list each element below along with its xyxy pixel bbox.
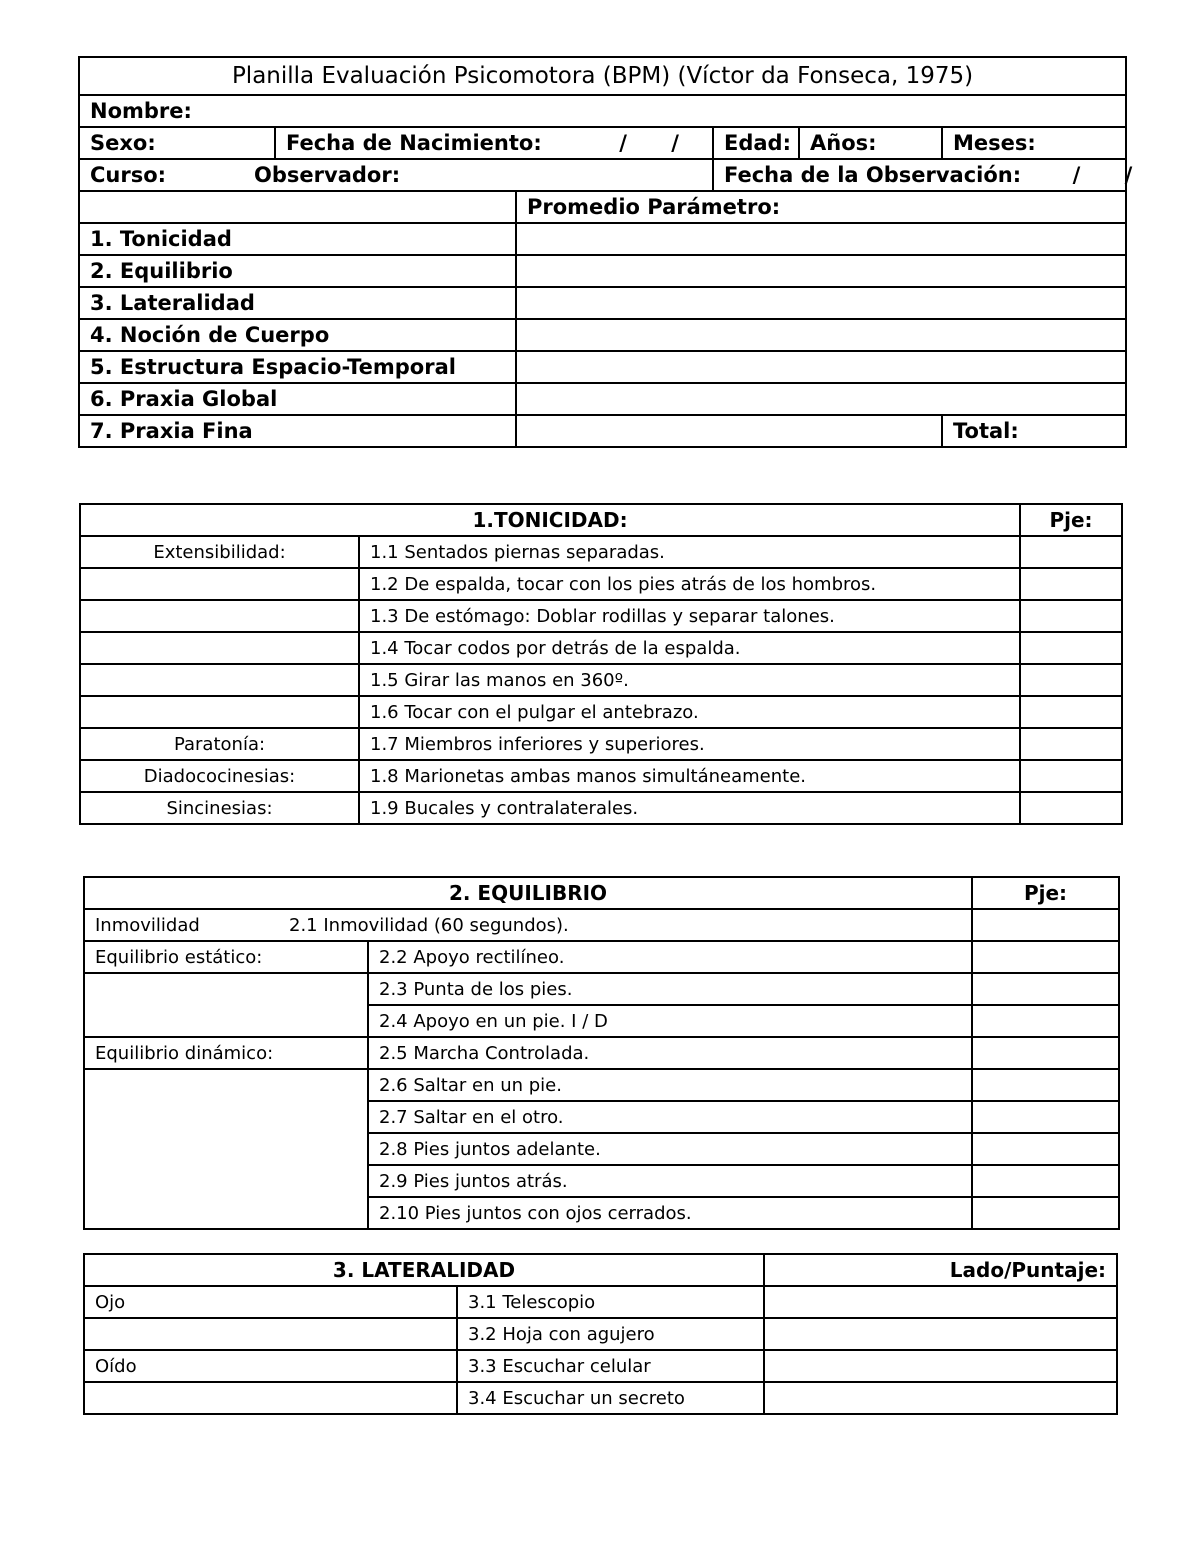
score-cell[interactable] bbox=[972, 1005, 1119, 1037]
fecha-nacimiento-label: Fecha de Nacimiento: bbox=[286, 131, 542, 155]
promedio-value-cell[interactable] bbox=[516, 255, 1126, 287]
table-row bbox=[80, 728, 1122, 760]
pje-header: Pje: bbox=[972, 877, 1119, 909]
score-cell[interactable] bbox=[972, 909, 1119, 941]
category-label: Diadococinesias: bbox=[80, 760, 359, 792]
anos-field[interactable]: Años: bbox=[799, 127, 942, 159]
observador-label: Observador: bbox=[254, 163, 401, 187]
category-label bbox=[80, 568, 359, 600]
nombre-field[interactable]: Nombre: bbox=[79, 95, 1126, 127]
lateralidad-table bbox=[83, 1253, 1118, 1415]
category-label bbox=[84, 1318, 457, 1350]
category-label: Inmovilidad bbox=[95, 914, 200, 936]
test-item: 1.4 Tocar codos por detrás de la espalda. bbox=[359, 632, 1020, 664]
score-cell[interactable] bbox=[972, 973, 1119, 1005]
fecha-observacion-label: Fecha de la Observación: bbox=[724, 163, 1022, 187]
score-cell[interactable] bbox=[972, 1069, 1119, 1101]
score-cell[interactable] bbox=[972, 941, 1119, 973]
category-label: Extensibilidad: bbox=[80, 536, 359, 568]
test-item: 1.9 Bucales y contralaterales. bbox=[359, 792, 1020, 824]
score-cell[interactable] bbox=[764, 1350, 1117, 1382]
pje-header: Pje: bbox=[1020, 504, 1122, 536]
table-row bbox=[84, 1037, 1119, 1069]
table-row bbox=[80, 536, 1122, 568]
score-cell[interactable] bbox=[1020, 696, 1122, 728]
score-cell[interactable] bbox=[1020, 792, 1122, 824]
lado-puntaje-header: Lado/Puntaje: bbox=[764, 1254, 1117, 1286]
test-item: 1.5 Girar las manos en 360º. bbox=[359, 664, 1020, 696]
category-label: Oído bbox=[84, 1350, 457, 1382]
category-label: Equilibrio dinámico: bbox=[84, 1037, 368, 1069]
blank-category-cell bbox=[84, 1069, 368, 1229]
category-label: Sincinesias: bbox=[80, 792, 359, 824]
test-item: 2.8 Pies juntos adelante. bbox=[368, 1133, 972, 1165]
score-cell[interactable] bbox=[764, 1318, 1117, 1350]
test-item: 3.1 Telescopio bbox=[457, 1286, 764, 1318]
promedio-value-cell[interactable] bbox=[516, 351, 1126, 383]
score-cell[interactable] bbox=[1020, 760, 1122, 792]
table-row bbox=[80, 568, 1122, 600]
form-title: Planilla Evaluación Psicomotora (BPM) (Víctor da Fonseca, 1975) bbox=[79, 57, 1126, 95]
test-item: 3.4 Escuchar un secreto bbox=[457, 1382, 764, 1414]
param-nocion-cuerpo: 4. Noción de Cuerpo bbox=[79, 319, 516, 351]
score-cell[interactable] bbox=[1020, 664, 1122, 696]
score-cell[interactable] bbox=[972, 1165, 1119, 1197]
table-row bbox=[80, 760, 1122, 792]
category-label: Ojo bbox=[84, 1286, 457, 1318]
category-label: Paratonía: bbox=[80, 728, 359, 760]
date-slash: / bbox=[1072, 163, 1081, 187]
category-label bbox=[80, 664, 359, 696]
table-row bbox=[84, 1382, 1117, 1414]
total-field[interactable]: Total: bbox=[942, 415, 1126, 447]
promedio-value-cell[interactable] bbox=[516, 383, 1126, 415]
test-item: 3.2 Hoja con agujero bbox=[457, 1318, 764, 1350]
test-item: 1.7 Miembros inferiores y superiores. bbox=[359, 728, 1020, 760]
lateralidad-title: 3. LATERALIDAD bbox=[84, 1254, 764, 1286]
curso-observador-field[interactable] bbox=[79, 159, 713, 191]
score-cell[interactable] bbox=[764, 1286, 1117, 1318]
table-row bbox=[80, 696, 1122, 728]
category-label: Equilibrio estático: bbox=[84, 941, 368, 973]
meses-field[interactable]: Meses: bbox=[942, 127, 1126, 159]
score-cell[interactable] bbox=[972, 1133, 1119, 1165]
score-cell[interactable] bbox=[1020, 632, 1122, 664]
table-row bbox=[80, 600, 1122, 632]
promedio-header: Promedio Parámetro: bbox=[516, 191, 1126, 223]
test-item: 2.5 Marcha Controlada. bbox=[368, 1037, 972, 1069]
category-label bbox=[80, 632, 359, 664]
score-cell[interactable] bbox=[972, 1101, 1119, 1133]
promedio-value-cell[interactable] bbox=[516, 287, 1126, 319]
table-row bbox=[84, 941, 1119, 973]
fecha-observacion-field[interactable] bbox=[713, 159, 1133, 191]
score-cell[interactable] bbox=[764, 1382, 1117, 1414]
score-cell[interactable] bbox=[1020, 600, 1122, 632]
test-item: 2.6 Saltar en un pie. bbox=[368, 1069, 972, 1101]
table-row bbox=[84, 1350, 1117, 1382]
promedio-value-cell[interactable] bbox=[516, 223, 1126, 255]
sexo-field[interactable]: Sexo: bbox=[79, 127, 275, 159]
category-label bbox=[84, 1382, 457, 1414]
table-row bbox=[80, 632, 1122, 664]
table-row bbox=[84, 909, 1119, 941]
curso-label: Curso: bbox=[90, 163, 167, 187]
blank-cell bbox=[79, 191, 516, 223]
table-row bbox=[80, 792, 1122, 824]
test-item: 2.2 Apoyo rectilíneo. bbox=[368, 941, 972, 973]
date-slash: / bbox=[1124, 163, 1133, 187]
category-label bbox=[80, 696, 359, 728]
test-item: 1.1 Sentados piernas separadas. bbox=[359, 536, 1020, 568]
param-tonicidad: 1. Tonicidad bbox=[79, 223, 516, 255]
score-cell[interactable] bbox=[972, 1197, 1119, 1229]
tonicidad-table bbox=[79, 503, 1123, 825]
blank-category-cell bbox=[84, 973, 368, 1037]
equilibrio-table bbox=[83, 876, 1120, 1230]
test-item: 3.3 Escuchar celular bbox=[457, 1350, 764, 1382]
test-item: 1.8 Marionetas ambas manos simultáneamente. bbox=[359, 760, 1020, 792]
score-cell[interactable] bbox=[1020, 568, 1122, 600]
date-slash: / bbox=[619, 131, 627, 155]
param-espacio-temporal: 5. Estructura Espacio-Temporal bbox=[79, 351, 516, 383]
equilibrio-title: 2. EQUILIBRIO bbox=[84, 877, 972, 909]
test-item: 2.9 Pies juntos atrás. bbox=[368, 1165, 972, 1197]
table-row bbox=[80, 664, 1122, 696]
table-row bbox=[84, 973, 1119, 1005]
test-item: 1.6 Tocar con el pulgar el antebrazo. bbox=[359, 696, 1020, 728]
table-row bbox=[84, 1069, 1119, 1101]
test-item: 2.10 Pies juntos con ojos cerrados. bbox=[368, 1197, 972, 1229]
date-slash: / bbox=[671, 131, 679, 155]
test-item: 2.3 Punta de los pies. bbox=[368, 973, 972, 1005]
tonicidad-title: 1.TONICIDAD: bbox=[80, 504, 1020, 536]
param-lateralidad: 3. Lateralidad bbox=[79, 287, 516, 319]
param-praxia-fina: 7. Praxia Fina bbox=[79, 415, 516, 447]
score-cell[interactable] bbox=[972, 1037, 1119, 1069]
fecha-nacimiento-field[interactable] bbox=[275, 127, 713, 159]
edad-field[interactable]: Edad: bbox=[713, 127, 799, 159]
test-item: 2.1 Inmovilidad (60 segundos). bbox=[289, 914, 569, 936]
inmovilidad-row-text bbox=[84, 909, 972, 941]
test-item: 1.2 De espalda, tocar con los pies atrás de los hombros. bbox=[359, 568, 1020, 600]
param-equilibrio: 2. Equilibrio bbox=[79, 255, 516, 287]
score-cell[interactable] bbox=[1020, 536, 1122, 568]
param-praxia-global: 6. Praxia Global bbox=[79, 383, 516, 415]
table-row bbox=[84, 1286, 1117, 1318]
test-item: 2.4 Apoyo en un pie. I / D bbox=[368, 1005, 972, 1037]
header-table bbox=[78, 56, 1133, 448]
promedio-value-cell[interactable] bbox=[516, 319, 1126, 351]
test-item: 1.3 De estómago: Doblar rodillas y separar talones. bbox=[359, 600, 1020, 632]
category-label bbox=[80, 600, 359, 632]
table-row bbox=[84, 1318, 1117, 1350]
promedio-value-cell[interactable] bbox=[516, 415, 942, 447]
test-item: 2.7 Saltar en el otro. bbox=[368, 1101, 972, 1133]
score-cell[interactable] bbox=[1020, 728, 1122, 760]
